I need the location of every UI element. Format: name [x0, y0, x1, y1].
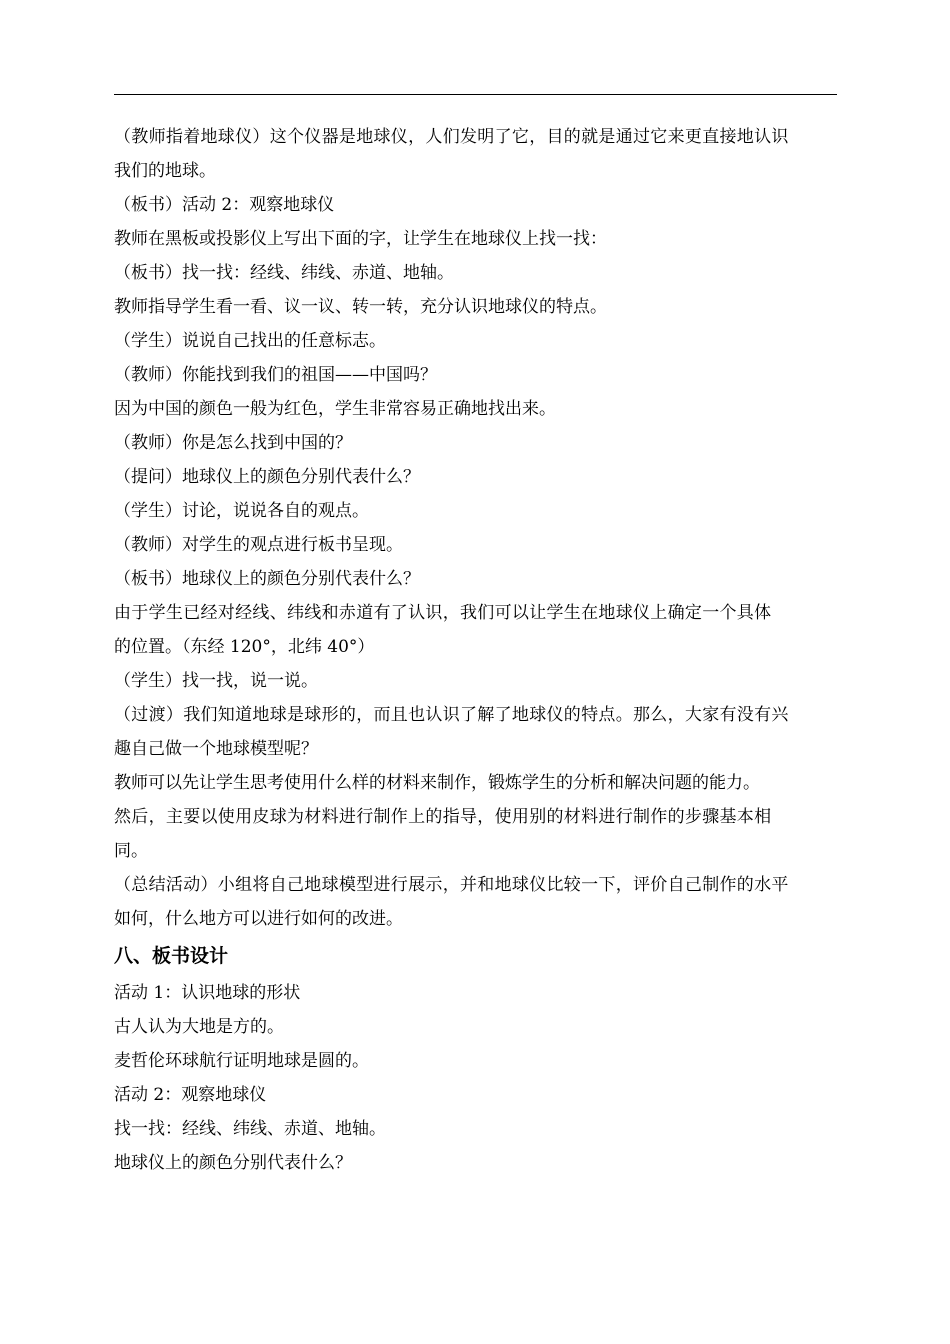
- paragraph-line: 如何，什么地方可以进行如何的改进。: [114, 909, 403, 929]
- paragraph-line: （过渡）我们知道地球是球形的，而且也认识了解了地球仪的特点。那么，大家有没有兴: [114, 705, 789, 725]
- board-line: 麦哲伦环球航行证明地球是圆的。: [114, 1051, 369, 1071]
- paragraph-line: （学生）讨论，说说各自的观点。: [114, 501, 369, 521]
- paragraph-line: 因为中国的颜色一般为红色，学生非常容易正确地找出来。: [114, 399, 556, 419]
- board-line: 古人认为大地是方的。: [114, 1017, 284, 1037]
- paragraph-line: （学生）说说自己找出的任意标志。: [114, 331, 386, 351]
- paragraph-line: 教师在黑板或投影仪上写出下面的字，让学生在地球仪上找一找：: [114, 229, 607, 249]
- section-heading: 八、板书设计: [114, 945, 229, 967]
- paragraph-line: （教师）你是怎么找到中国的？: [114, 433, 352, 453]
- board-line: 活动 2：观察地球仪: [114, 1085, 267, 1105]
- paragraph-line: 趣自己做一个地球模型呢？: [114, 739, 318, 759]
- paragraph-line: 教师可以先让学生思考使用什么样的材料来制作，锻炼学生的分析和解决问题的能力。: [114, 773, 760, 793]
- paragraph-line: 教师指导学生看一看、议一议、转一转，充分认识地球仪的特点。: [114, 297, 607, 317]
- paragraph-line: 然后，主要以使用皮球为材料进行制作上的指导，使用别的材料进行制作的步骤基本相: [114, 807, 772, 827]
- paragraph-line: 同。: [114, 841, 148, 861]
- paragraph-line: （提问）地球仪上的颜色分别代表什么？: [114, 467, 420, 487]
- header-rule: [114, 94, 837, 95]
- paragraph-line: 由于学生已经对经线、纬线和赤道有了认识，我们可以让学生在地球仪上确定一个具体: [114, 603, 772, 623]
- paragraph-line: 我们的地球。: [114, 161, 216, 181]
- paragraph-line: （总结活动）小组将自己地球模型进行展示，并和地球仪比较一下，评价自己制作的水平: [114, 875, 789, 895]
- paragraph-line: （板书）找一找：经线、纬线、赤道、地轴。: [114, 263, 454, 283]
- paragraph-line: 的位置。（东经 120°，北纬 40°）: [114, 637, 375, 657]
- paragraph-line: （学生）找一找，说一说。: [114, 671, 318, 691]
- paragraph-line: （教师）你能找到我们的祖国——中国吗？: [114, 365, 437, 385]
- board-line: 地球仪上的颜色分别代表什么？: [114, 1153, 352, 1173]
- board-line: 找一找：经线、纬线、赤道、地轴。: [114, 1119, 386, 1139]
- document-body: [114, 120, 838, 1180]
- paragraph-line: （教师）对学生的观点进行板书呈现。: [114, 535, 403, 555]
- paragraph-line: （板书）地球仪上的颜色分别代表什么？: [114, 569, 420, 589]
- paragraph-line: （板书）活动 2：观察地球仪: [114, 195, 335, 215]
- board-line: 活动 1：认识地球的形状: [114, 983, 301, 1003]
- paragraph-line: （教师指着地球仪）这个仪器是地球仪，人们发明了它，目的就是通过它来更直接地认识: [114, 127, 789, 147]
